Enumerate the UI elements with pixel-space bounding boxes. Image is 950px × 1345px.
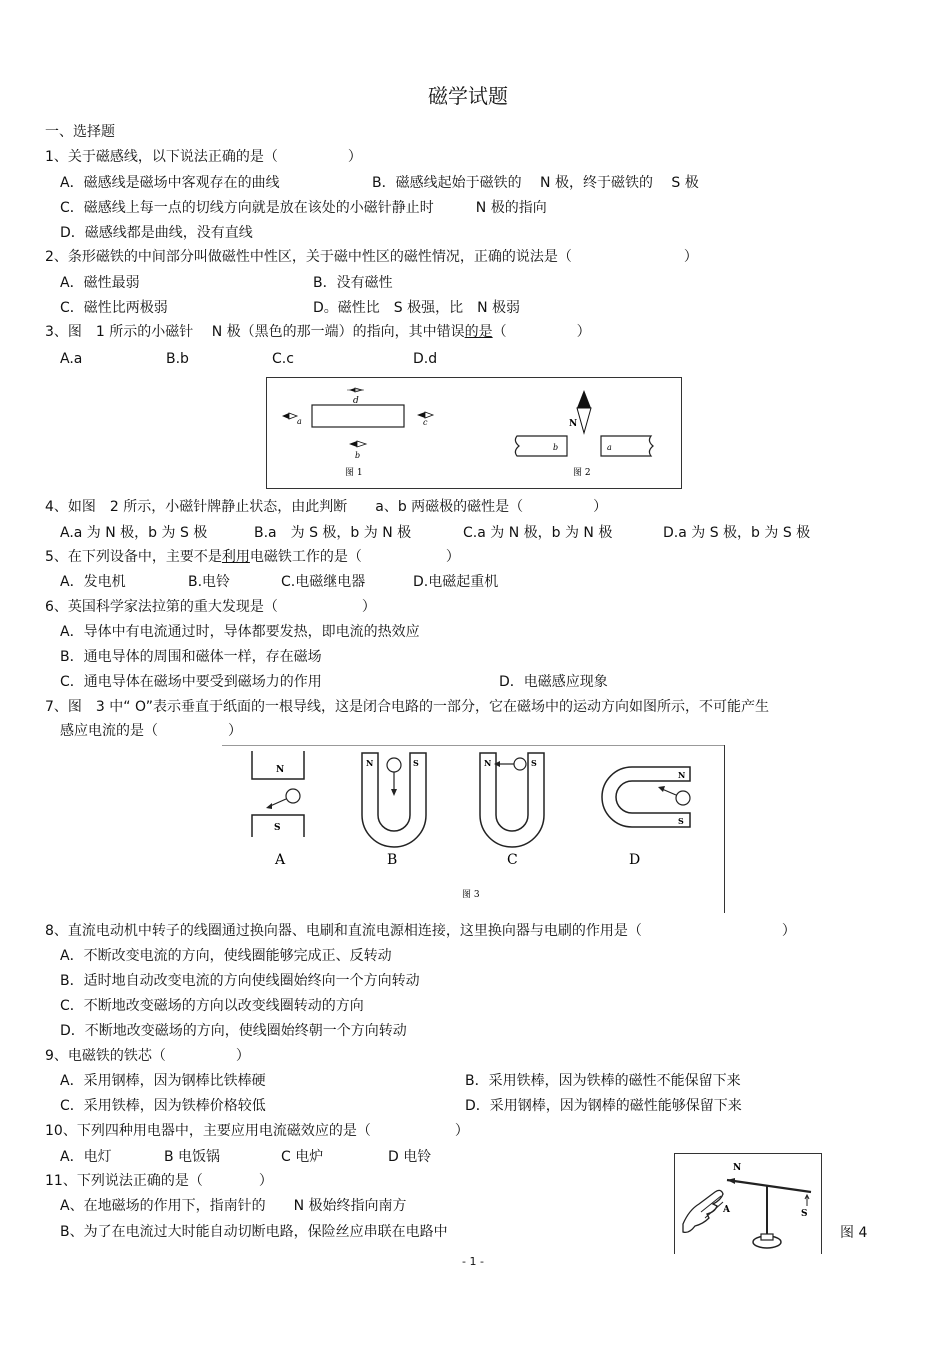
- wire-c: [514, 758, 526, 770]
- figure-2-label: 图 2: [573, 468, 591, 478]
- q8-stem: 8、直流电动机中转子的线圈通过换向器、电刷和直流电源相连接，这里换向器与电刷的作用是（ ）: [45, 923, 796, 939]
- q2-option-c: C．磁性比两极弱: [60, 300, 168, 316]
- q10-option-b: B 电饭锅: [164, 1149, 221, 1165]
- hand-icon: [683, 1190, 723, 1232]
- page-title: 磁学试题: [428, 84, 508, 108]
- pole-n-b: N: [366, 758, 374, 768]
- page-number: - 1 -: [462, 1255, 484, 1268]
- q7-stem-line1: 7、图 3 中“ O”表示垂直于纸面的一根导线，这是闭合电路的一部分，它在磁场中的运动方向如图所示，不可能产生: [45, 699, 769, 715]
- q1-option-a: A．磁感线是磁场中客观存在的曲线: [60, 175, 280, 191]
- magnetic-needle: [727, 1180, 811, 1192]
- q3-option-d: D.d: [413, 351, 438, 367]
- pole-s-d: S: [678, 816, 684, 826]
- q2-option-b: B．没有磁性: [313, 275, 393, 291]
- compass-needle-a: [282, 413, 297, 419]
- q10-option-d: D 电铃: [388, 1149, 432, 1165]
- wire-d: [676, 791, 690, 805]
- figure-1-2: [266, 377, 682, 489]
- q9-option-c: C．采用铁棒，因为铁棒价格较低: [60, 1098, 266, 1114]
- q4-stem: 4、如图 2 所示，小磁针牌静止状态，由此判断 a、b 两磁极的磁性是（ ）: [45, 499, 608, 515]
- hand-magnet-a-label: A: [723, 1205, 730, 1215]
- q6-option-d: D．电磁感应现象: [499, 674, 608, 690]
- figure-4-label: 图 4: [840, 1225, 868, 1241]
- q11-option-a: A、在地磁场的作用下，指南针的 N 极始终指向南方: [60, 1198, 407, 1214]
- q5-option-a: A．发电机: [60, 574, 126, 590]
- q5-stem-rest: 电磁铁工作的是（ ）: [249, 549, 460, 565]
- q4-option-d: D.a 为 S 极，b 为 S 极: [663, 525, 811, 541]
- q3-stem-underlined: 的是: [464, 324, 493, 340]
- q10-option-c: C 电炉: [281, 1149, 324, 1165]
- needle-n-label: N: [569, 419, 578, 429]
- pole-n-c: N: [484, 758, 492, 768]
- q3-stem-blank: （ ）: [492, 324, 591, 340]
- q5-option-c: C.电磁继电器: [281, 574, 366, 590]
- q10-option-a: A．电灯: [60, 1149, 112, 1165]
- q5-stem: [45, 548, 460, 566]
- q11-option-b: B、为了在电流过大时能自动切断电路，保险丝应串联在电路中: [60, 1224, 448, 1240]
- q3-option-c: C.c: [272, 351, 294, 367]
- magnet-a-label: a: [607, 443, 612, 452]
- q2-stem: 2、条形磁铁的中间部分叫做磁性中性区，关于磁中性区的磁性情况，正确的说法是（ ）: [45, 249, 698, 265]
- label-d: d: [353, 396, 359, 406]
- label-b: b: [355, 451, 361, 460]
- q2-option-a: A．磁性最弱: [60, 275, 140, 291]
- q5-stem-text: 5、在下列设备中，主要不是: [45, 549, 222, 565]
- pole-n-a: N: [276, 765, 285, 775]
- q6-option-a: A．导体中有电流通过时，导体都要发热，即电流的热效应: [60, 624, 420, 640]
- q6-option-b: B．通电导体的周围和磁体一样，存在磁场: [60, 649, 322, 665]
- q9-stem: 9、电磁铁的铁芯（ ）: [45, 1048, 250, 1064]
- q1-option-d: D．磁感线都是曲线，没有直线: [60, 225, 253, 241]
- q8-option-b: B．适时地自动改变电流的方向使线圈始终向一个方向转动: [60, 973, 420, 989]
- q11-stem: 11、下列说法正确的是（ ）: [45, 1173, 273, 1189]
- figure-1-label: 图 1: [345, 468, 363, 478]
- label-c: c: [423, 418, 428, 427]
- q9-option-b: B．采用铁棒，因为铁棒的磁性不能保留下来: [465, 1073, 741, 1089]
- label-D: D: [629, 852, 641, 868]
- q1-stem: 1、关于磁感线，以下说法正确的是（ ）: [45, 149, 362, 165]
- label-a: a: [297, 417, 302, 426]
- q9-option-a: A．采用钢棒，因为钢棒比铁棒硬: [60, 1073, 266, 1089]
- compass-needle-d: [347, 388, 364, 392]
- pole-n-d: N: [678, 770, 686, 780]
- label-A: A: [275, 852, 286, 868]
- q4-option-c: C.a 为 N 极，b 为 N 极: [463, 525, 613, 541]
- pole-s-a: S: [274, 823, 281, 833]
- q5-option-b: B.电铃: [188, 574, 231, 590]
- label-B: B: [387, 852, 398, 868]
- q4-option-b: B.a 为 S 极，b 为 N 极: [254, 525, 412, 541]
- section-heading: 一、选择题: [45, 124, 115, 140]
- figure-3-label: 图 3: [462, 890, 480, 900]
- figure-3: [222, 745, 725, 913]
- q10-stem: 10、下列四种用电器中，主要应用电流磁效应的是（ ）: [45, 1123, 469, 1139]
- bar-magnet: [312, 405, 404, 427]
- q9-option-d: D．采用钢棒，因为钢棒的磁性能够保留下来: [465, 1098, 742, 1114]
- q3-option-a: A.a: [60, 351, 83, 367]
- compass-needle-b: [349, 441, 366, 447]
- q1-option-c: C．磁感线上每一点的切线方向就是放在该处的小磁针静止时 N 极的指向: [60, 200, 547, 216]
- wire-b: [387, 758, 401, 772]
- compass-needle-fig2: [577, 390, 591, 433]
- needle-s-label: S: [801, 1209, 808, 1219]
- q8-option-d: D．不断地改变磁场的方向，使线圈始终朝一个方向转动: [60, 1023, 407, 1039]
- pole-s-c: S: [531, 758, 537, 768]
- figure-4: [674, 1153, 822, 1254]
- q5-option-d: D.电磁起重机: [413, 574, 499, 590]
- q4-option-a: A.a 为 N 极，b 为 S 极: [60, 525, 208, 541]
- q5-stem-underlined: 利用: [221, 549, 250, 565]
- q3-stem: [45, 323, 591, 341]
- q3-option-b: B.b: [166, 351, 189, 367]
- label-C: C: [507, 852, 518, 868]
- q7-stem-line2: 感应电流的是（ ）: [60, 723, 242, 739]
- q6-option-c: C．通电导体在磁场中要受到磁场力的作用: [60, 674, 322, 690]
- needle-n-label: N: [733, 1163, 742, 1173]
- q1-option-b: B．磁感线起始于磁铁的 N 极，终于磁铁的 S 极: [372, 175, 699, 191]
- q8-option-a: A．不断改变电流的方向，使线圈能够完成正、反转动: [60, 948, 392, 964]
- pole-s-b: S: [413, 758, 419, 768]
- q6-stem: 6、英国科学家法拉第的重大发现是（ ）: [45, 599, 376, 615]
- q3-stem-text: 3、图 1 所示的小磁针 N 极（黑色的那一端）的指向，其中错误: [45, 324, 465, 340]
- wire-a: [286, 789, 300, 803]
- magnet-b-label: b: [553, 443, 559, 452]
- q8-option-c: C．不断地改变磁场的方向以改变线圈转动的方向: [60, 998, 364, 1014]
- magnet-b: [515, 436, 567, 456]
- q2-option-d: D。磁性比 S 极强，比 N 极弱: [313, 300, 521, 316]
